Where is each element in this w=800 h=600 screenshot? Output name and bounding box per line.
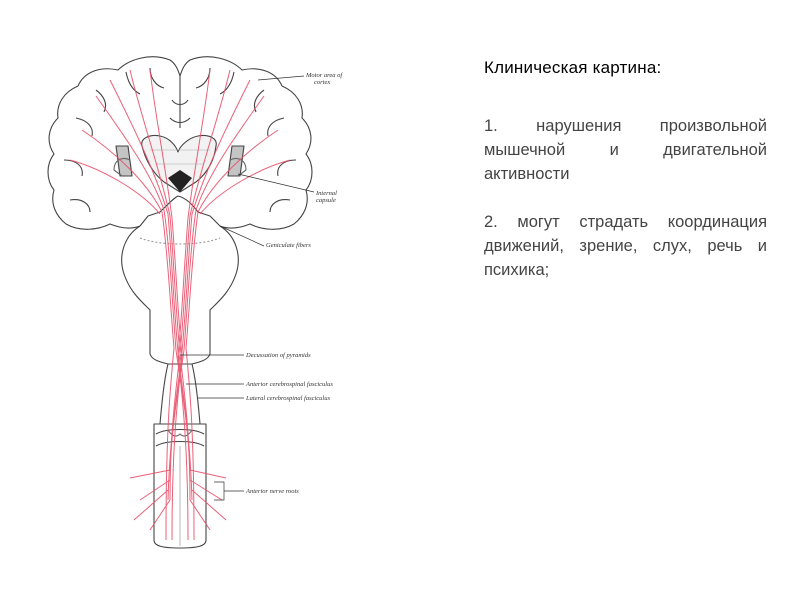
label-motor-area: Motor area of cortex xyxy=(306,72,343,86)
brainstem-outline xyxy=(122,226,239,364)
label-anterior-fasciculus: Anterior cerebrospinal fasciculus xyxy=(246,381,333,388)
slide-title: Клиническая картина: xyxy=(484,58,662,77)
label-internal-capsule: Internal capsule xyxy=(316,190,337,204)
list-item: 1. нарушения произвольной мышечной и двигательной активности xyxy=(484,117,767,183)
label-geniculate-fibers: Geniculate fibers xyxy=(266,242,311,249)
clinical-picture-panel xyxy=(484,56,767,306)
list-item: 2. могут страдать координация движений, зрение, слух, речь и психика; xyxy=(484,213,767,279)
label-lateral-fasciculus: Lateral cerebrospinal fasciculus xyxy=(246,395,331,402)
label-nerve-roots: Anterior nerve roots xyxy=(246,488,299,495)
label-decussation: Decussation of pyramids xyxy=(246,352,311,359)
